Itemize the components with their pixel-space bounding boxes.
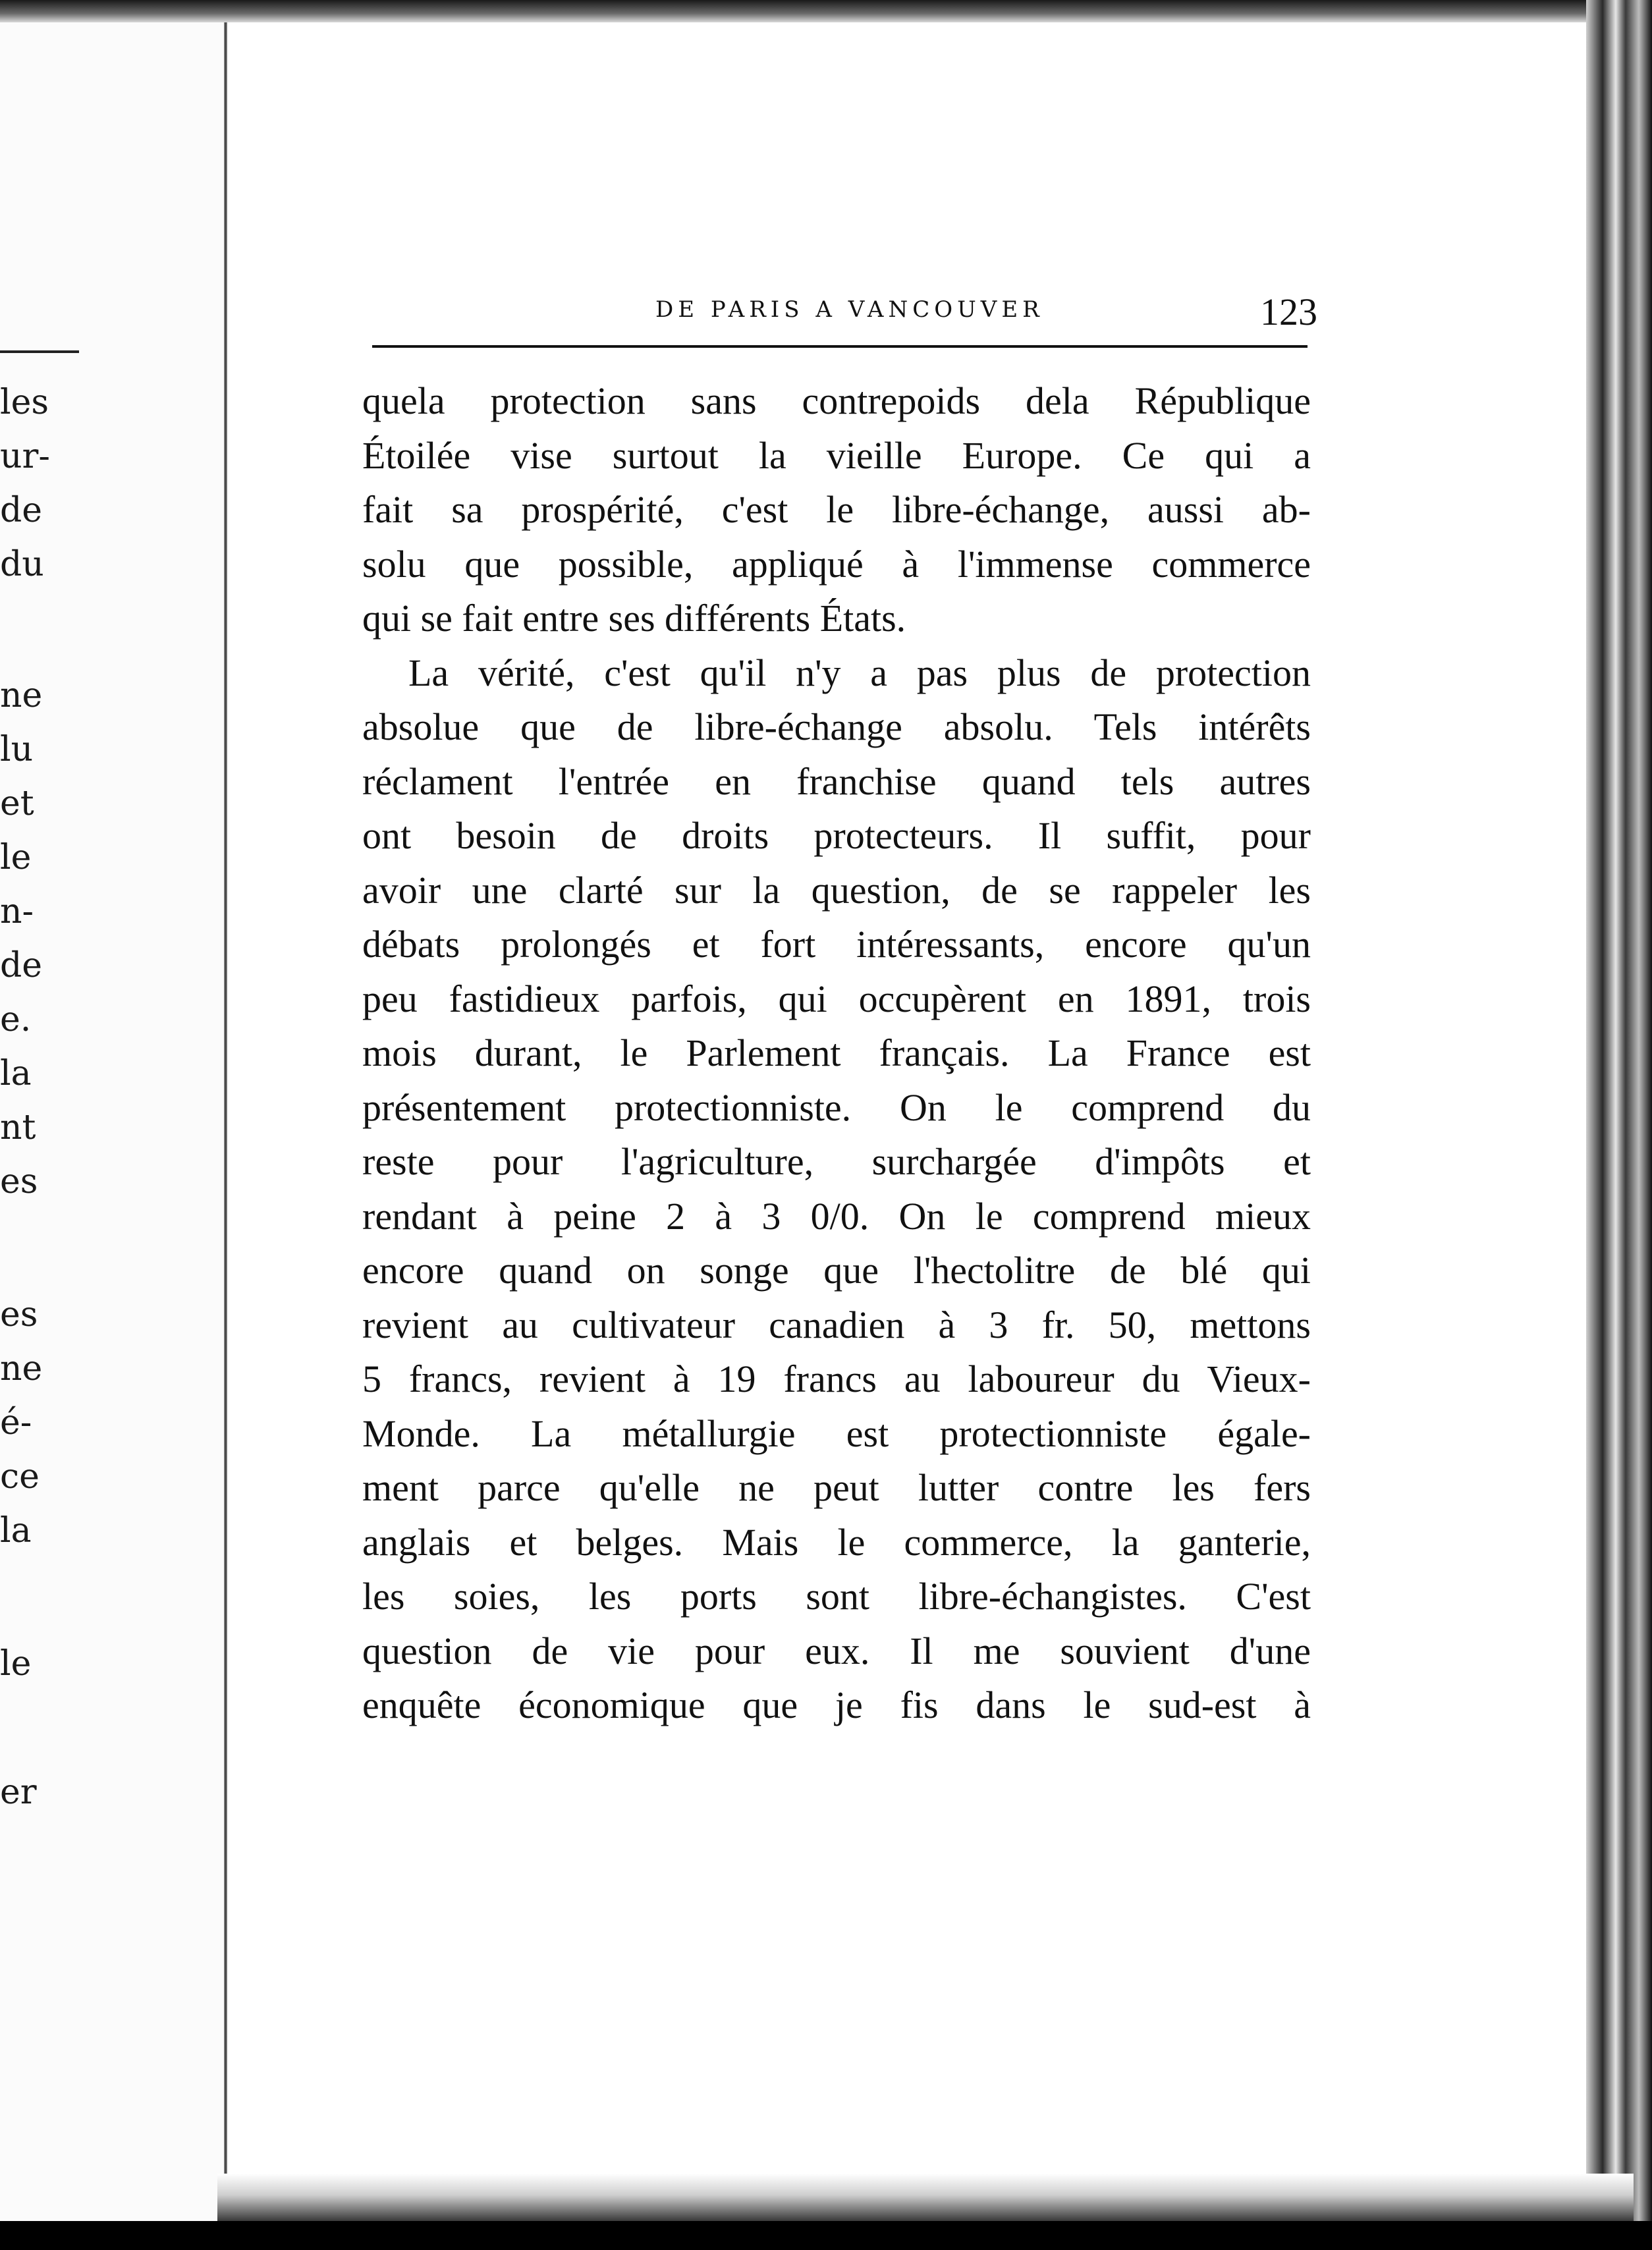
text-line: ment parce qu'elle ne peut lutter contre les fers (362, 1466, 1311, 1509)
fragment: n- (0, 892, 34, 931)
text-line: quela protection sans contrepoids dela République (362, 379, 1311, 422)
fragment: de (0, 946, 43, 985)
text-line: les soies, les ports sont libre-échangistes. C'est (362, 1575, 1311, 1618)
text-line: peu fastidieux parfois, qui occupèrent en 1891, trois (362, 977, 1311, 1020)
running-head (369, 290, 1331, 343)
fragment: de (0, 491, 43, 530)
text-line: 5 francs, revient à 19 francs au laboureur du Vieux- (362, 1358, 1311, 1400)
fragment: ne (0, 676, 43, 715)
text-line: absolue que de libre-échange absolu. Tels intérêts (362, 705, 1311, 748)
fragment: la (0, 1511, 32, 1550)
fragment: ce (0, 1457, 40, 1496)
fragment: es (0, 1162, 38, 1201)
text-line: enquête économique que je fis dans le sud-est à (362, 1684, 1311, 1726)
text-line: qui se fait entre ses différents États. (362, 597, 906, 640)
text-line: rendant à peine 2 à 3 0/0. On le comprend mieux (362, 1194, 1311, 1238)
fragment: e. (0, 1000, 32, 1039)
text-line: débats prolongés et fort intéressants, encore qu'un (362, 923, 1311, 966)
fragment: lu (0, 730, 34, 769)
fragment: les (0, 383, 49, 422)
header-rule (372, 345, 1308, 348)
fragment: du (0, 545, 44, 584)
text-line: solu que possible, appliqué à l'immense commerce (362, 542, 1311, 586)
gutter-line (224, 22, 227, 2216)
fragment: ur- (0, 437, 50, 476)
fragment: é- (0, 1403, 32, 1442)
fragment: er (0, 1772, 37, 1812)
body-text (362, 374, 1311, 1733)
top-scan-edge (0, 0, 1652, 22)
text-line: reste pour l'agriculture, surchargée d'impôts et (362, 1140, 1311, 1183)
text-line: ont besoin de droits protecteurs. Il suffit, pour (362, 814, 1311, 857)
page-bottom-shadow (217, 2174, 1634, 2221)
fragment: la (0, 1054, 32, 1093)
book-edge (1586, 0, 1652, 2250)
fragment: ne (0, 1349, 43, 1388)
fragment: nt (0, 1108, 36, 1147)
text-line: question de vie pour eux. Il me souvient d'une (362, 1629, 1311, 1672)
fragment: es (0, 1295, 38, 1334)
previous-page-rule (0, 350, 79, 353)
running-title: DE PARIS A VANCOUVER (655, 296, 1044, 323)
fragment: le (0, 838, 32, 877)
text-line: avoir une clarté sur la question, de se rappeler les (362, 868, 1311, 912)
text-line: présentement protectionniste. On le comprend du (362, 1085, 1311, 1129)
text-line: Monde. La métallurgie est protectionniste égale- (362, 1412, 1311, 1455)
text-line: anglais et belges. Mais le commerce, la ganterie, (362, 1520, 1311, 1564)
page-number: 123 (1260, 290, 1317, 333)
bottom-scan-edge (0, 2221, 1652, 2250)
text-line: fait sa prospérité, c'est le libre-échange, aussi ab- (362, 488, 1311, 531)
fragment: le (0, 1644, 32, 1684)
text-line: revient au cultivateur canadien à 3 fr. 50, mettons (362, 1303, 1311, 1346)
text-line: réclament l'entrée en franchise quand tels autres (362, 759, 1311, 803)
text-line: La vérité, c'est qu'il n'y a pas plus de protection (408, 651, 1311, 694)
text-line: encore quand on songe que l'hectolitre de blé qui (362, 1249, 1311, 1292)
text-line: mois durant, le Parlement français. La France est (362, 1031, 1311, 1074)
fragment: et (0, 784, 34, 823)
text-line: Étoilée vise surtout la vieille Europe. Ce qui a (362, 433, 1311, 477)
